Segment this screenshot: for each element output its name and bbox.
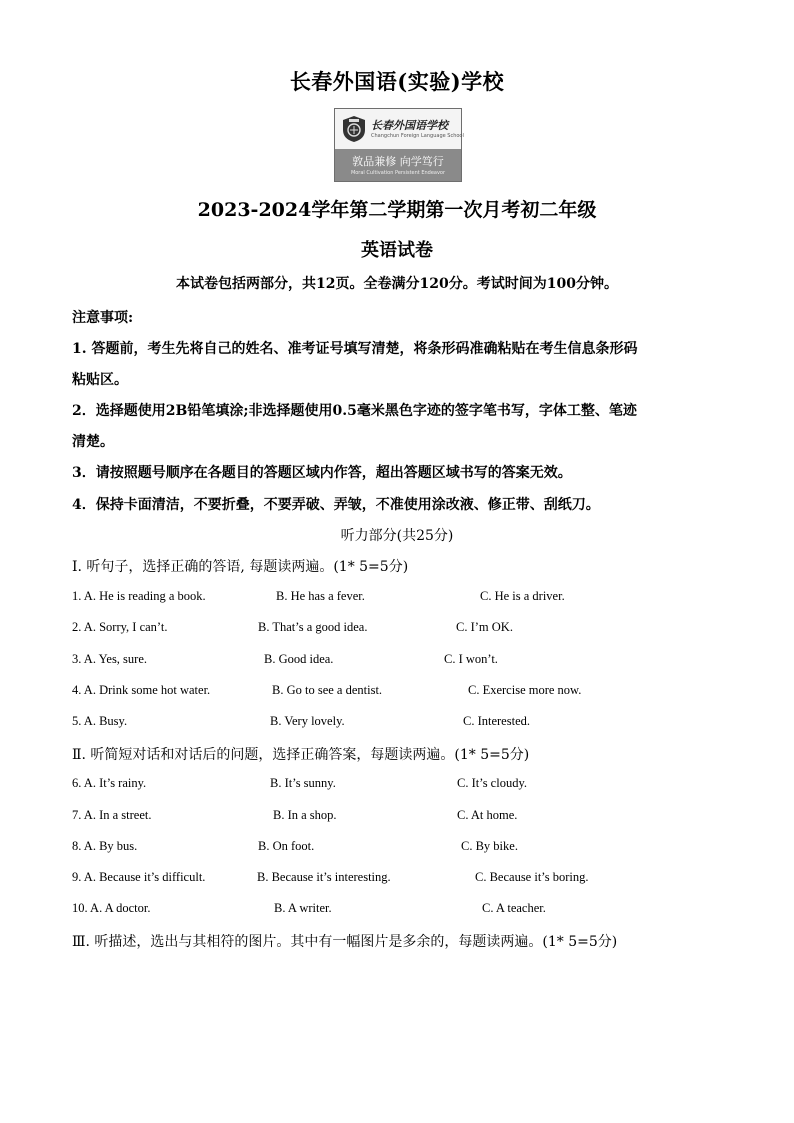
option-c: C. He is a driver. (480, 589, 565, 603)
option-c: C. At home. (457, 808, 518, 822)
option-c: C. A teacher. (482, 901, 546, 915)
option-a: 5. A. Busy. (72, 714, 128, 728)
option-b: B. Very lovely. (270, 714, 345, 728)
school-title: 长春外国语(实验)学校 (289, 69, 505, 94)
notice-item-2-cont: 清楚。 (72, 434, 114, 450)
option-c: C. Exercise more now. (468, 683, 582, 697)
option-c: C. I’m OK. (456, 620, 513, 634)
notice-item-4: 4．保持卡面清洁，不要折叠，不要弄破、弄皱，不准使用涂改液、修正带、刮纸刀。 (72, 497, 600, 513)
option-a: 7. A. In a street. (72, 808, 152, 822)
option-c: C. Because it’s boring. (475, 870, 589, 884)
option-c: C. It’s cloudy. (457, 776, 528, 790)
exam-title: 2023-2024学年第二学期第一次月考初二年级 (197, 199, 597, 221)
logo-top-panel (335, 109, 464, 149)
listening-part-title: 听力部分(共25分) (340, 528, 454, 544)
section-1-heading: Ⅰ. 听句子，选择正确的答语, 每题读两遍。(1* 5=5分) (72, 559, 409, 575)
option-b: B. On foot. (258, 839, 315, 853)
option-b: B. That’s a good idea. (258, 620, 368, 634)
option-a: 3. A. Yes, sure. (72, 652, 148, 666)
exam-intro: 本试卷包括两部分，共12页。全卷满分120分。考试时间为100分钟。 (176, 276, 618, 292)
notice-item-2: 2．选择题使用2B铅笔填涂;非选择题使用0.5毫米黑色字迹的签字笔书写，字体工整、笔迹 (72, 403, 637, 419)
logo-school-name-en: Changchun Foreign Language School (371, 133, 464, 139)
option-b: B. It’s sunny. (270, 776, 336, 790)
option-a: 9. A. Because it’s difficult. (72, 870, 206, 884)
section-2-heading: Ⅱ. 听简短对话和对话后的问题，选择正确答案，每题读两遍。(1* 5=5分) (72, 747, 530, 763)
logo-school-name: 长春外国语学校 (371, 119, 448, 132)
option-a: 10. A. A doctor. (72, 901, 151, 915)
option-b: B. In a shop. (273, 808, 337, 822)
notice-heading: 注意事项: (72, 310, 134, 326)
notice-item-3: 3．请按照题号顺序在各题目的答题区域内作答，超出答题区域书写的答案无效。 (72, 465, 572, 481)
option-b: B. Go to see a dentist. (272, 683, 383, 697)
notice-item-1-cont: 粘贴区。 (72, 372, 128, 388)
option-a: 1. A. He is reading a book. (72, 589, 206, 603)
option-a: 8. A. By bus. (72, 839, 138, 853)
option-b: B. Because it’s interesting. (257, 870, 391, 884)
option-c: C. By bike. (461, 839, 518, 853)
option-c: C. Interested. (463, 714, 530, 728)
option-a: 4. A. Drink some hot water. (72, 683, 211, 697)
option-a: 6. A. It’s rainy. (72, 776, 147, 790)
logo-motto: 敦品兼修 向学笃行 (352, 155, 444, 168)
logo-motto-en: Moral Cultivation Persistent Endeavor (350, 170, 446, 176)
option-c: C. I won’t. (444, 652, 498, 666)
section-3-heading: Ⅲ. 听描述，选出与其相符的图片。其中有一幅图片是多余的，每题读两遍。(1* 5=5分) (72, 934, 618, 950)
option-b: B. He has a fever. (276, 589, 365, 603)
school-emblem-icon (341, 115, 367, 143)
option-a: 2. A. Sorry, I can’t. (72, 620, 168, 634)
subject-title: 英语试卷 (361, 240, 433, 261)
notice-item-1: 1. 答题前，考生先将自己的姓名、准考证号填写清楚，将条形码准确粘贴在考生信息条形码 (72, 341, 638, 357)
option-b: B. Good idea. (264, 652, 334, 666)
school-logo (334, 108, 462, 182)
option-b: B. A writer. (274, 901, 332, 915)
